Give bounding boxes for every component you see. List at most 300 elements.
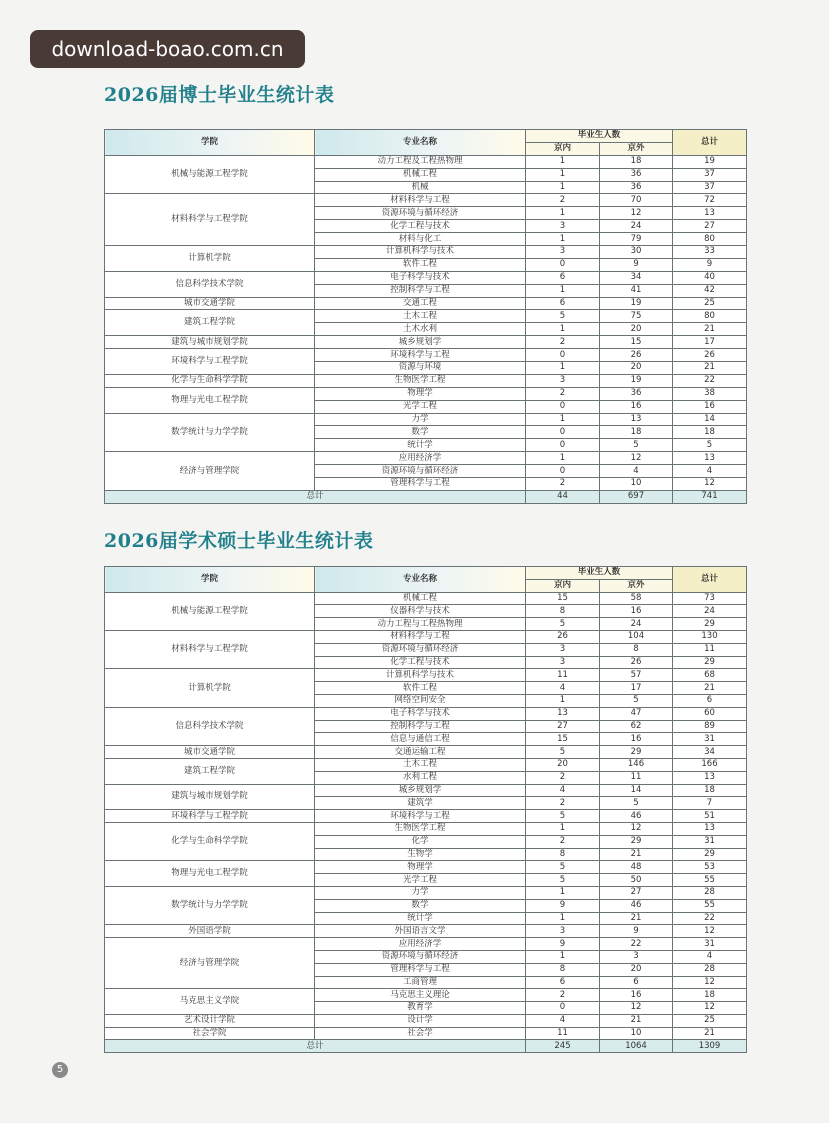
college-cell: 信息科学技术学院 [105,707,315,745]
inside-count-cell: 8 [526,963,600,976]
inside-count-cell: 4 [526,682,600,695]
college-cell: 材料科学与工程学院 [105,630,315,668]
total-count-cell: 22 [673,912,747,925]
major-cell: 控制科学与工程 [315,284,526,297]
total-count-cell: 17 [673,336,747,349]
outside-count-cell: 26 [600,349,673,362]
inside-count-cell: 26 [526,630,600,643]
table-row [105,246,747,259]
major-cell: 交通运输工程 [315,746,526,759]
total-inside: 245 [526,1040,600,1053]
outside-count-cell: 16 [600,605,673,618]
outside-count-cell: 12 [600,452,673,465]
major-cell: 环境科学与工程 [315,810,526,823]
total-count-cell: 31 [673,835,747,848]
header-grad-count: 毕业生人数 [526,567,673,580]
inside-count-cell: 5 [526,746,600,759]
table-row [105,155,747,168]
table-row [105,886,747,899]
total-count-cell: 6 [673,694,747,707]
inside-count-cell: 9 [526,899,600,912]
total-count-cell: 12 [673,976,747,989]
major-cell: 土木工程 [315,310,526,323]
inside-count-cell: 1 [526,284,600,297]
inside-count-cell: 6 [526,271,600,284]
major-cell: 化学工程与技术 [315,220,526,233]
outside-count-cell: 29 [600,835,673,848]
total-count-cell: 12 [673,925,747,938]
inside-count-cell: 2 [526,194,600,207]
college-cell: 信息科学技术学院 [105,271,315,297]
header-outside-beijing: 京外 [600,579,673,592]
table-row [105,194,747,207]
phd-table-body [105,155,747,490]
total-row [105,490,747,503]
outside-count-cell: 12 [600,822,673,835]
inside-count-cell: 5 [526,874,600,887]
table-row [105,452,747,465]
major-cell: 生物学 [315,848,526,861]
inside-count-cell: 1 [526,694,600,707]
total-count-cell: 26 [673,349,747,362]
table-row [105,387,747,400]
outside-count-cell: 8 [600,643,673,656]
major-cell: 电子科学与技术 [315,271,526,284]
inside-count-cell: 2 [526,835,600,848]
outside-count-cell: 5 [600,797,673,810]
table-row [105,758,747,771]
outside-count-cell: 36 [600,168,673,181]
total-count-cell: 5 [673,439,747,452]
college-cell: 外国语学院 [105,925,315,938]
inside-count-cell: 3 [526,220,600,233]
table-row [105,349,747,362]
total-label: 总计 [105,1040,526,1053]
header-college: 学院 [105,130,315,156]
major-cell: 信息与通信工程 [315,733,526,746]
inside-count-cell: 1 [526,413,600,426]
major-cell: 资源环境与循环经济 [315,207,526,220]
outside-count-cell: 146 [600,758,673,771]
outside-count-cell: 4 [600,465,673,478]
college-cell: 艺术设计学院 [105,1014,315,1027]
inside-count-cell: 27 [526,720,600,733]
total-count-cell: 4 [673,465,747,478]
inside-count-cell: 5 [526,861,600,874]
college-cell: 社会学院 [105,1027,315,1040]
inside-count-cell: 8 [526,848,600,861]
total-inside: 44 [526,490,600,503]
header-outside-beijing: 京外 [600,142,673,155]
outside-count-cell: 20 [600,362,673,375]
outside-count-cell: 16 [600,733,673,746]
major-cell: 动力工程及工程热物理 [315,155,526,168]
total-count-cell: 80 [673,310,747,323]
total-count-cell: 40 [673,271,747,284]
outside-count-cell: 12 [600,1002,673,1015]
total-count-cell: 60 [673,707,747,720]
total-count-cell: 29 [673,618,747,631]
inside-count-cell: 11 [526,669,600,682]
outside-count-cell: 36 [600,387,673,400]
inside-count-cell: 2 [526,336,600,349]
major-cell: 数学 [315,899,526,912]
major-cell: 教育学 [315,1002,526,1015]
table-row [105,938,747,951]
outside-count-cell: 75 [600,310,673,323]
outside-count-cell: 34 [600,271,673,284]
inside-count-cell: 4 [526,1014,600,1027]
header-inside-beijing: 京内 [526,579,600,592]
major-cell: 材料科学与工程 [315,630,526,643]
outside-count-cell: 3 [600,950,673,963]
outside-count-cell: 15 [600,336,673,349]
college-cell: 数学统计与力学学院 [105,413,315,452]
inside-count-cell: 1 [526,155,600,168]
outside-count-cell: 36 [600,181,673,194]
college-cell: 经济与管理学院 [105,938,315,989]
major-cell: 材料科学与工程 [315,194,526,207]
outside-count-cell: 20 [600,323,673,336]
outside-count-cell: 16 [600,400,673,413]
outside-count-cell: 5 [600,694,673,707]
table-row [105,707,747,720]
outside-count-cell: 13 [600,413,673,426]
major-cell: 管理科学与工程 [315,478,526,491]
total-sum: 741 [673,490,747,503]
table-row [105,310,747,323]
major-cell: 统计学 [315,912,526,925]
total-count-cell: 28 [673,963,747,976]
inside-count-cell: 1 [526,452,600,465]
total-count-cell: 29 [673,656,747,669]
college-cell: 马克思主义学院 [105,989,315,1015]
total-count-cell: 13 [673,771,747,784]
major-cell: 应用经济学 [315,452,526,465]
total-count-cell: 18 [673,989,747,1002]
total-count-cell: 22 [673,374,747,387]
inside-count-cell: 3 [526,374,600,387]
college-cell: 环境科学与工程学院 [105,349,315,375]
ms-statistics-table [104,566,747,1053]
college-cell: 机械与能源工程学院 [105,155,315,194]
total-count-cell: 18 [673,784,747,797]
outside-count-cell: 21 [600,848,673,861]
major-cell: 电子科学与技术 [315,707,526,720]
college-cell: 物理与光电工程学院 [105,861,315,887]
inside-count-cell: 5 [526,618,600,631]
outside-count-cell: 5 [600,439,673,452]
major-cell: 软件工程 [315,258,526,271]
inside-count-cell: 2 [526,771,600,784]
major-cell: 社会学 [315,1027,526,1040]
outside-count-cell: 21 [600,912,673,925]
header-major: 专业名称 [315,567,526,593]
table-row [105,1027,747,1040]
outside-count-cell: 21 [600,1014,673,1027]
inside-count-cell: 11 [526,1027,600,1040]
outside-count-cell: 27 [600,886,673,899]
total-sum: 1309 [673,1040,747,1053]
outside-count-cell: 16 [600,989,673,1002]
inside-count-cell: 2 [526,989,600,1002]
major-cell: 土木工程 [315,758,526,771]
total-count-cell: 19 [673,155,747,168]
major-cell: 交通工程 [315,297,526,310]
inside-count-cell: 1 [526,233,600,246]
header-total: 总计 [673,567,747,593]
outside-count-cell: 11 [600,771,673,784]
major-cell: 物理学 [315,861,526,874]
inside-count-cell: 1 [526,912,600,925]
major-cell: 水利工程 [315,771,526,784]
major-cell: 外国语言文学 [315,925,526,938]
major-cell: 城乡规划学 [315,784,526,797]
table-row [105,746,747,759]
inside-count-cell: 3 [526,643,600,656]
inside-count-cell: 1 [526,362,600,375]
inside-count-cell: 5 [526,810,600,823]
inside-count-cell: 3 [526,656,600,669]
outside-count-cell: 17 [600,682,673,695]
major-cell: 力学 [315,886,526,899]
inside-count-cell: 0 [526,465,600,478]
outside-count-cell: 22 [600,938,673,951]
inside-count-cell: 1 [526,181,600,194]
outside-count-cell: 6 [600,976,673,989]
outside-count-cell: 79 [600,233,673,246]
outside-count-cell: 29 [600,746,673,759]
inside-count-cell: 9 [526,938,600,951]
inside-count-cell: 8 [526,605,600,618]
major-cell: 资源与环境 [315,362,526,375]
header-grad-count: 毕业生人数 [526,130,673,143]
college-cell: 计算机学院 [105,669,315,707]
major-cell: 统计学 [315,439,526,452]
total-count-cell: 37 [673,181,747,194]
outside-count-cell: 46 [600,899,673,912]
college-cell: 计算机学院 [105,246,315,272]
major-cell: 生物医学工程 [315,374,526,387]
total-count-cell: 55 [673,899,747,912]
total-count-cell: 27 [673,220,747,233]
page-number: 5 [52,1062,68,1078]
total-count-cell: 4 [673,950,747,963]
phd-table-title: 2026届博士毕业生统计表 [104,84,335,106]
inside-count-cell: 15 [526,592,600,605]
outside-count-cell: 19 [600,297,673,310]
total-count-cell: 34 [673,746,747,759]
outside-count-cell: 47 [600,707,673,720]
outside-count-cell: 24 [600,220,673,233]
table-row [105,822,747,835]
inside-count-cell: 6 [526,976,600,989]
inside-count-cell: 3 [526,925,600,938]
total-count-cell: 12 [673,478,747,491]
inside-count-cell: 0 [526,1002,600,1015]
total-count-cell: 72 [673,194,747,207]
table-row [105,1014,747,1027]
major-cell: 工商管理 [315,976,526,989]
header-inside-beijing: 京内 [526,142,600,155]
college-cell: 数学统计与力学学院 [105,886,315,924]
college-cell: 城市交通学院 [105,746,315,759]
outside-count-cell: 10 [600,1027,673,1040]
inside-count-cell: 1 [526,886,600,899]
total-label: 总计 [105,490,526,503]
inside-count-cell: 0 [526,400,600,413]
outside-count-cell: 10 [600,478,673,491]
major-cell: 计算机科学与技术 [315,669,526,682]
total-count-cell: 21 [673,323,747,336]
total-count-cell: 13 [673,207,747,220]
total-count-cell: 29 [673,848,747,861]
inside-count-cell: 20 [526,758,600,771]
major-cell: 仪器科学与技术 [315,605,526,618]
major-cell: 马克思主义理论 [315,989,526,1002]
inside-count-cell: 3 [526,246,600,259]
major-cell: 管理科学与工程 [315,963,526,976]
college-cell: 经济与管理学院 [105,452,315,491]
inside-count-cell: 13 [526,707,600,720]
inside-count-cell: 1 [526,207,600,220]
inside-count-cell: 0 [526,439,600,452]
total-count-cell: 13 [673,822,747,835]
major-cell: 建筑学 [315,797,526,810]
total-count-cell: 25 [673,1014,747,1027]
total-count-cell: 21 [673,682,747,695]
outside-count-cell: 20 [600,963,673,976]
total-count-cell: 31 [673,733,747,746]
table-row [105,271,747,284]
outside-count-cell: 12 [600,207,673,220]
watermark: download-boao.com.cn [30,30,305,68]
major-cell: 应用经济学 [315,938,526,951]
total-count-cell: 33 [673,246,747,259]
total-count-cell: 53 [673,861,747,874]
inside-count-cell: 2 [526,387,600,400]
total-count-cell: 166 [673,758,747,771]
major-cell: 软件工程 [315,682,526,695]
college-cell: 建筑工程学院 [105,758,315,784]
header-college: 学院 [105,567,315,593]
total-row [105,1040,747,1053]
major-cell: 机械工程 [315,592,526,605]
major-cell: 材料与化工 [315,233,526,246]
major-cell: 网络空间安全 [315,694,526,707]
table-row [105,989,747,1002]
inside-count-cell: 2 [526,797,600,810]
inside-count-cell: 1 [526,168,600,181]
college-cell: 化学与生命科学学院 [105,374,315,387]
table-row [105,374,747,387]
total-count-cell: 13 [673,452,747,465]
college-cell: 城市交通学院 [105,297,315,310]
inside-count-cell: 0 [526,258,600,271]
total-count-cell: 68 [673,669,747,682]
inside-count-cell: 2 [526,478,600,491]
major-cell: 光学工程 [315,874,526,887]
total-count-cell: 21 [673,1027,747,1040]
outside-count-cell: 57 [600,669,673,682]
total-count-cell: 130 [673,630,747,643]
inside-count-cell: 6 [526,297,600,310]
total-outside: 697 [600,490,673,503]
total-count-cell: 7 [673,797,747,810]
table-row [105,297,747,310]
major-cell: 资源环境与循环经济 [315,643,526,656]
table-row [105,669,747,682]
major-cell: 化学 [315,835,526,848]
inside-count-cell: 1 [526,323,600,336]
header-major: 专业名称 [315,130,526,156]
inside-count-cell: 0 [526,426,600,439]
outside-count-cell: 14 [600,784,673,797]
major-cell: 数学 [315,426,526,439]
total-count-cell: 24 [673,605,747,618]
major-cell: 动力工程与工程热物理 [315,618,526,631]
major-cell: 光学工程 [315,400,526,413]
total-count-cell: 28 [673,886,747,899]
outside-count-cell: 104 [600,630,673,643]
outside-count-cell: 19 [600,374,673,387]
inside-count-cell: 15 [526,733,600,746]
ms-table-body [105,592,747,1040]
college-cell: 机械与能源工程学院 [105,592,315,630]
outside-count-cell: 62 [600,720,673,733]
total-count-cell: 51 [673,810,747,823]
total-count-cell: 37 [673,168,747,181]
total-outside: 1064 [600,1040,673,1053]
college-cell: 环境科学与工程学院 [105,810,315,823]
major-cell: 力学 [315,413,526,426]
total-count-cell: 89 [673,720,747,733]
major-cell: 城乡规划学 [315,336,526,349]
outside-count-cell: 70 [600,194,673,207]
college-cell: 物理与光电工程学院 [105,387,315,413]
outside-count-cell: 58 [600,592,673,605]
major-cell: 控制科学与工程 [315,720,526,733]
total-count-cell: 55 [673,874,747,887]
college-cell: 材料科学与工程学院 [105,194,315,246]
total-count-cell: 25 [673,297,747,310]
college-cell: 建筑与城市规划学院 [105,336,315,349]
total-count-cell: 80 [673,233,747,246]
table-row [105,784,747,797]
inside-count-cell: 4 [526,784,600,797]
phd-statistics-table [104,129,747,504]
major-cell: 设计学 [315,1014,526,1027]
outside-count-cell: 18 [600,155,673,168]
outside-count-cell: 26 [600,656,673,669]
header-total: 总计 [673,130,747,156]
total-count-cell: 38 [673,387,747,400]
major-cell: 土木水利 [315,323,526,336]
table-row [105,925,747,938]
table-row [105,630,747,643]
total-count-cell: 73 [673,592,747,605]
total-count-cell: 14 [673,413,747,426]
major-cell: 化学工程与技术 [315,656,526,669]
outside-count-cell: 46 [600,810,673,823]
total-count-cell: 31 [673,938,747,951]
major-cell: 物理学 [315,387,526,400]
total-count-cell: 21 [673,362,747,375]
total-count-cell: 9 [673,258,747,271]
major-cell: 机械工程 [315,168,526,181]
total-count-cell: 16 [673,400,747,413]
college-cell: 建筑与城市规划学院 [105,784,315,810]
